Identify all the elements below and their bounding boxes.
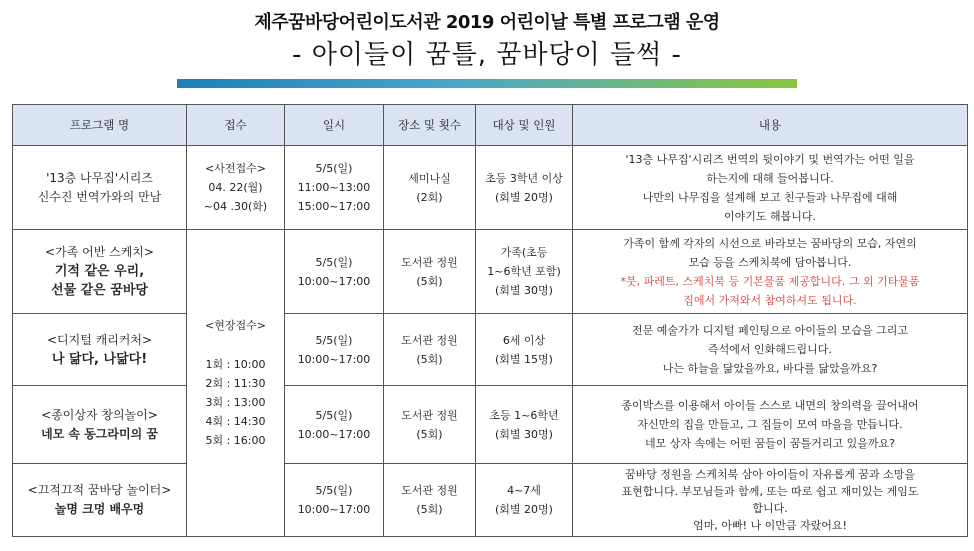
registration-line: <현장접수> bbox=[205, 319, 266, 332]
registration-onsite-cell bbox=[187, 230, 285, 537]
target-line: (회별 30명) bbox=[495, 427, 553, 441]
table-row bbox=[13, 230, 968, 314]
table-row bbox=[13, 464, 968, 537]
place-cell bbox=[384, 386, 476, 464]
content-note-line: 집에서 가져와서 참여하셔도 됩니다. bbox=[683, 293, 857, 307]
content-line: 나는 하늘을 닮았을까요, 바다를 닮았을까요? bbox=[662, 362, 878, 375]
registration-line: 4회 : 14:30 bbox=[205, 415, 266, 428]
registration-cell bbox=[187, 146, 285, 230]
content-line: 즉석에서 인화해드립니다. bbox=[708, 343, 832, 356]
place-line: (5회) bbox=[416, 352, 443, 366]
registration-line: 2회 : 11:30 bbox=[205, 377, 266, 390]
place-cell bbox=[384, 146, 476, 230]
target-line: 초등 3학년 이상 bbox=[485, 171, 563, 185]
target-line: 초등 1~6학년 bbox=[489, 408, 559, 422]
program-name-top: <가족 어반 스케치> bbox=[45, 245, 154, 259]
header-datetime: 일시 bbox=[285, 105, 384, 146]
table-row bbox=[13, 146, 968, 230]
content-line: '13층 나무집'시리즈 번역의 뒷이야기 및 번역가는 어떤 일을 bbox=[625, 152, 915, 166]
date-line: 10:00~17:00 bbox=[297, 352, 371, 366]
datetime-cell bbox=[285, 146, 384, 230]
target-cell bbox=[476, 146, 573, 230]
place-line: (2회) bbox=[416, 190, 443, 204]
place-cell bbox=[384, 314, 476, 386]
datetime-cell bbox=[285, 386, 384, 464]
program-table bbox=[12, 104, 968, 537]
header-place-count: 장소 및 횟수 bbox=[384, 105, 476, 146]
header-content: 내용 bbox=[573, 105, 968, 146]
content-line: 종이박스를 이용해서 아이들 스스로 내면의 창의력을 끌어내어 bbox=[621, 399, 919, 412]
target-cell bbox=[476, 386, 573, 464]
date-line: 15:00~17:00 bbox=[297, 200, 371, 213]
content-line: 엄마, 아빠! 나 이만큼 자랐어요! bbox=[693, 519, 847, 532]
program-name-top: <디지털 캐리커처> bbox=[46, 332, 153, 347]
content-cell bbox=[573, 386, 968, 464]
content-line: 가족이 함께 각자의 시선으로 바라보는 꿈바당의 모습, 자연의 bbox=[623, 236, 917, 250]
place-line: 도서관 정원 bbox=[401, 333, 458, 347]
target-line: (회별 15명) bbox=[495, 352, 553, 366]
target-cell bbox=[476, 314, 573, 386]
target-line: 4~7세 bbox=[507, 484, 541, 497]
page-header bbox=[0, 0, 974, 94]
date-line: 10:00~17:00 bbox=[297, 427, 371, 441]
target-line: (회별 20명) bbox=[495, 503, 553, 516]
program-name-top: <끄적끄적 꿈바당 놀이터> bbox=[27, 483, 172, 497]
content-line: 합니다. bbox=[752, 502, 788, 515]
program-name-line: 나 닮다, 나닮다! bbox=[51, 351, 148, 367]
program-name-line: 놀명 크멍 배우멍 bbox=[54, 502, 145, 516]
date-line: 5/5(일) bbox=[315, 484, 353, 497]
content-cell bbox=[573, 230, 968, 314]
target-line: 6세 이상 bbox=[502, 333, 546, 347]
date-line: 5/5(일) bbox=[315, 333, 353, 347]
content-line: 전문 예술가가 디지털 페인팅으로 아이들의 모습을 그리고 bbox=[631, 324, 908, 337]
page-subtitle: - 아이들이 꿈틀, 꿈바당이 들썩 - bbox=[292, 40, 682, 70]
content-line: 표현합니다. 부모님들과 함께, 또는 따로 쉽고 재미있는 게임도 bbox=[621, 485, 919, 498]
registration-line: <사전접수> bbox=[205, 162, 266, 175]
place-line: 도서관 정원 bbox=[401, 408, 458, 422]
place-line: (5회) bbox=[416, 503, 443, 516]
program-name-cell bbox=[13, 386, 187, 464]
page-title: 제주꿈바당어린이도서관 2019 어린이날 특별 프로그램 운영 bbox=[254, 12, 720, 33]
program-name-line: '13층 나무집'시리즈 bbox=[46, 170, 153, 185]
header-registration: 접수 bbox=[187, 105, 285, 146]
registration-line: 5회 : 16:00 bbox=[205, 434, 266, 447]
header-program-name: 프로그램 명 bbox=[13, 105, 187, 146]
date-line: 11:00~13:00 bbox=[297, 181, 371, 194]
program-name-cell bbox=[13, 146, 187, 230]
content-line: 나만의 나무집을 설계해 보고 친구들과 나무집에 대해 bbox=[642, 190, 898, 204]
target-cell bbox=[476, 230, 573, 314]
program-name-line: 기적 같은 우리, bbox=[54, 264, 145, 279]
content-line: 하는지에 대해 들어봅니다. bbox=[706, 171, 834, 185]
content-cell bbox=[573, 314, 968, 386]
place-cell bbox=[384, 230, 476, 314]
place-line: 도서관 정원 bbox=[401, 484, 458, 497]
date-line: 5/5(일) bbox=[315, 408, 353, 422]
date-line: 10:00~17:00 bbox=[297, 503, 371, 516]
program-name-line: 네모 속 동그라미의 꿈 bbox=[41, 426, 158, 441]
content-line: 네모 상자 속에는 어떤 꿈들이 꿈틀거리고 있을까요? bbox=[645, 437, 895, 450]
program-name-cell bbox=[13, 314, 187, 386]
program-name-cell bbox=[13, 230, 187, 314]
place-line: (5회) bbox=[416, 427, 443, 441]
decorative-gradient-bar bbox=[177, 79, 797, 88]
registration-line: 3회 : 13:00 bbox=[205, 396, 266, 409]
date-line: 5/5(일) bbox=[315, 255, 353, 269]
date-line: 5/5(일) bbox=[315, 162, 353, 175]
target-line: 1~6학년 포함) bbox=[487, 265, 561, 278]
registration-line: 1회 : 10:00 bbox=[205, 358, 266, 371]
program-name-top: <종이상자 창의놀이> bbox=[41, 407, 158, 422]
table-row bbox=[13, 314, 968, 386]
program-name-line: 선물 같은 꿈바당 bbox=[51, 283, 148, 298]
table-row bbox=[13, 386, 968, 464]
content-line: 모습 등을 스케치북에 담아봅니다. bbox=[688, 255, 852, 269]
date-line: 10:00~17:00 bbox=[297, 274, 371, 288]
program-name-cell bbox=[13, 464, 187, 537]
content-cell bbox=[573, 146, 968, 230]
target-line: (회별 20명) bbox=[495, 190, 553, 204]
datetime-cell bbox=[285, 464, 384, 537]
registration-line: 04. 22(월) bbox=[208, 181, 263, 194]
datetime-cell bbox=[285, 314, 384, 386]
place-line: (5회) bbox=[416, 274, 443, 288]
place-line: 세미나실 bbox=[408, 171, 451, 185]
datetime-cell bbox=[285, 230, 384, 314]
target-line: (회별 30명) bbox=[495, 284, 553, 297]
table-header-row bbox=[13, 105, 968, 146]
content-line: 꿈바당 정원을 스케치북 삼아 아이들이 자유롭게 꿈과 소망을 bbox=[624, 468, 916, 481]
target-cell bbox=[476, 464, 573, 537]
content-note-line: *붓, 파레트, 스케치북 등 기본물품 제공합니다. 그 외 기타물품 bbox=[620, 274, 920, 288]
target-line: 가족(초등 bbox=[500, 246, 548, 259]
registration-line: ~04 .30(화) bbox=[203, 200, 268, 213]
place-line: 도서관 정원 bbox=[401, 255, 458, 269]
content-line: 자신만의 집을 만들고, 그 집들이 모여 마을을 만듭니다. bbox=[637, 418, 903, 431]
header-target: 대상 및 인원 bbox=[476, 105, 573, 146]
content-line: 이야기도 해봅니다. bbox=[723, 209, 816, 223]
program-name-line: 신수진 번역가와의 만남 bbox=[37, 189, 162, 204]
content-cell bbox=[573, 464, 968, 537]
place-cell bbox=[384, 464, 476, 537]
